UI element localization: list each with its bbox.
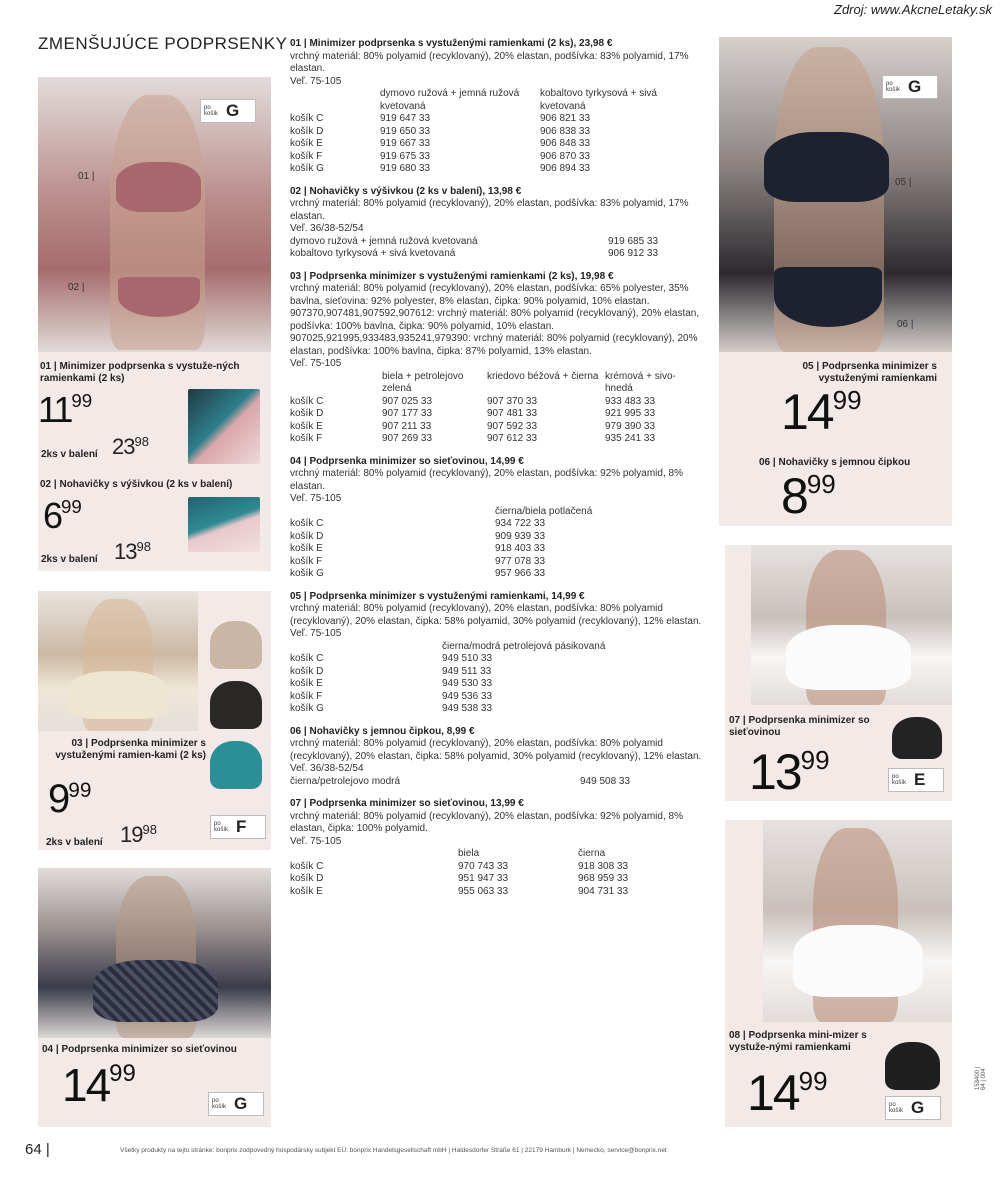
table-cell: 933 483 33 [605,395,656,407]
badge-small-label: po košík [204,105,219,117]
table-row [290,248,658,261]
detail-description: vrchný materiál: 80% polyamid (recyklovaný), 20% elastan, podšívka: 83% polyamid, 17% elastan. [290,50,689,74]
detail-block-04 [290,456,705,581]
table-header: kobaltovo tyrkysová + sivá kvetovaná [540,88,657,112]
table-row [290,543,592,556]
price-06 [781,467,836,525]
table-cell: 904 731 33 [578,885,629,897]
pack-price-main: 13 [114,539,137,564]
table-row [290,408,695,421]
table-cell: 907 211 33 [382,420,432,432]
detail-table [290,848,628,898]
catalog-code: 153400 | 64 | 004 [975,1066,987,1090]
table-cell: 977 078 33 [495,555,546,567]
detail-size: Veľ. 75-105 [290,75,342,87]
item-tag-02: 02 | [68,282,85,293]
detail-table [290,371,695,446]
briefs-shape [118,277,200,317]
table-cell: 919 667 33 [380,138,431,149]
price-cents: 99 [61,496,82,518]
pack-price-01 [112,434,149,460]
table-cell: 906 821 33 [540,113,591,124]
price-cents: 99 [806,469,836,500]
table-cell: košík D [290,408,324,419]
table-row [290,691,605,704]
pack-price-cents: 98 [136,539,151,554]
table-header: biela + petrolejovo zelená [382,370,464,394]
bra-shape [793,925,923,997]
table-cell: 906 912 33 [608,248,659,259]
product-title-06: 06 | Nohavičky s jemnou čipkou [759,457,911,468]
product-card-01-02 [38,77,271,571]
model-photo [751,545,952,705]
price-cents: 99 [800,745,830,776]
detail-table [290,641,605,716]
bra-shape [116,162,201,212]
table-row [290,666,605,679]
table-header [290,371,382,396]
product-card-04 [38,868,271,1127]
badge-small-label: po košík [214,821,229,833]
pack-price-cents: 98 [134,434,149,449]
table-header [290,506,495,519]
table-cell: 949 511 33 [442,665,492,677]
model-photo [38,868,271,1038]
price-01 [38,389,92,431]
table-cell: 919 650 33 [380,125,431,137]
table-row [290,886,628,899]
cup-badge [885,1096,941,1120]
table-cell: 907 269 33 [382,433,433,444]
table-cell: 949 510 33 [442,653,493,664]
detail-title: 07 | Podprsenka minimizer so sieťovinou, 13,99 € [290,798,524,809]
table-row [290,126,660,139]
table-cell: dymovo ružová + jemná ružová kvetovaná [290,235,478,247]
table-cell: 919 680 33 [380,163,431,174]
pack-price-cents: 98 [142,822,157,837]
table-row [290,556,592,569]
table-cell: košík G [290,568,324,579]
table-cell: košík G [290,163,324,174]
table-cell: košík D [290,125,324,137]
price-cents: 99 [798,1066,828,1097]
item-tag-01: 01 | [78,171,95,182]
table-row [290,113,660,126]
table-cell: košík E [290,885,323,897]
table-cell: čierna/petrolejovo modrá [290,775,401,787]
item-tag-06: 06 | [897,319,914,330]
badge-small-label: po košík [892,774,907,786]
pack-label-03: 2ks v balení [46,837,103,848]
badge-letter: G [908,77,922,96]
table-cell: 906 838 33 [540,125,591,137]
product-details-column [290,38,705,908]
product-title-05: 05 | Podprsenka minimizer s vystuženými ramienkami [802,361,937,384]
table-header [290,88,380,113]
product-card-08 [725,820,952,1127]
bra-thumbnail-black [210,681,262,729]
table-row [290,138,660,151]
price-main: 14 [781,384,833,440]
table-cell: košík F [290,433,323,444]
table-cell: košík D [290,873,324,884]
detail-title: 03 | Podprsenka minimizer s vystuženými ramienkami (2 ks), 19,98 € [290,270,614,282]
pack-label-02: 2ks v balení [41,554,98,565]
item-tag-05: 05 | [895,177,912,188]
badge-letter: G [226,101,240,120]
detail-title: 02 | Nohavičky s výšivkou (2 ks v balení), 13,98 € [290,185,522,197]
table-row [290,678,605,691]
table-row [290,861,628,874]
detail-size: Veľ. 75-105 [290,628,342,639]
detail-table [290,776,630,789]
price-cents: 99 [68,778,92,802]
product-card-07 [725,545,952,801]
badge-small-label: po košík [889,1102,904,1114]
badge-letter: E [914,770,926,789]
bra-shape [764,132,889,202]
source-label: Zdroj: www.AkcneLetaky.sk [834,2,992,17]
table-cell: košík F [290,150,323,162]
price-cents: 99 [109,1059,136,1087]
table-row [290,151,660,164]
price-04 [62,1058,136,1112]
model-photo [38,591,198,731]
pack-price-main: 23 [112,434,135,459]
table-cell: košík G [290,703,324,714]
product-card-05-06 [719,37,952,526]
product-title-03: 03 | Podprsenka minimizer s vystuženými ramien-kami (2 ks) [55,738,206,761]
table-cell: 906 848 33 [540,138,591,149]
table-cell: 907 370 33 [487,395,538,407]
price-05 [781,383,862,441]
table-cell: 907 592 33 [487,420,538,432]
table-cell: košík F [290,690,323,702]
table-cell: 919 647 33 [380,113,431,124]
table-header-row [290,371,695,396]
table-row [290,433,695,446]
table-cell: košík D [290,530,324,542]
product-title-02: 02 | Nohavičky s výšivkou (2 ks v balení) [40,479,233,490]
price-main: 8 [781,468,807,524]
price-03 [48,777,91,822]
table-row [290,653,605,666]
table-header: dymovo ružová + jemná ružová kvetovaná [380,88,520,112]
table-cell: 919 685 33 [608,235,659,247]
table-row [290,776,630,789]
table-cell: 949 538 33 [442,703,493,714]
cup-badge [208,1092,264,1116]
footer-legal-text: Všetky produkty na tejto stránke: bonprix zodpovedný hospodársky subjekt EÚ: bonprix Handelsgesellschaft mbH | Haldesdorfer Straße 61 | 22179 Hamburk | Nemecko, service@bonprix.net [120,1147,667,1154]
bra-thumbnail-teal [210,741,262,789]
table-cell: 949 508 33 [580,775,631,787]
detail-block-02 [290,186,705,261]
table-cell: košík C [290,653,324,664]
cup-badge [888,768,944,792]
price-07 [749,743,830,801]
table-cell: košík E [290,138,323,149]
bra-thumbnail-01 [188,389,260,464]
detail-block-01 [290,38,705,176]
table-cell: košík F [290,555,323,567]
table-cell: 907 481 33 [487,408,538,419]
table-header [290,848,458,861]
table-cell: 919 675 33 [380,150,431,162]
detail-block-06 [290,726,705,789]
table-cell: košík C [290,518,324,529]
table-cell: 906 894 33 [540,163,591,174]
detail-size: Veľ. 75-105 [290,358,342,369]
bra-thumbnail-taupe [210,621,262,669]
table-cell: košík E [290,678,323,689]
table-row [290,236,658,249]
price-main: 14 [62,1059,110,1111]
table-cell: 957 966 33 [495,568,546,579]
product-title-04: 04 | Podprsenka minimizer so sieťovinou [42,1044,237,1055]
pack-price-03 [120,822,157,848]
table-row [290,518,592,531]
product-card-03 [38,591,271,850]
badge-letter: F [236,817,247,836]
detail-title: 06 | Nohavičky s jemnou čipkou, 8,99 € [290,725,475,737]
price-main: 6 [43,495,62,536]
detail-size: Veľ. 36/38-52/54 [290,763,364,774]
bra-shape [93,960,218,1022]
table-header: čierna/modrá petrolejová pásikovaná [442,640,606,652]
bra-thumbnail-black [892,717,942,759]
detail-title: 01 | Minimizer podprsenka s vystuženými ramienkami (2 ks), 23,98 € [290,38,613,49]
table-header: krémová + sivo-hnedá [605,370,676,394]
cup-badge [882,75,938,99]
briefs-shape [774,267,882,327]
table-cell: košík C [290,860,324,872]
table-header [290,641,442,654]
price-main: 11 [38,389,72,430]
table-row [290,421,695,434]
badge-small-label: po košík [212,1098,227,1110]
table-cell: 918 308 33 [578,860,629,872]
table-cell: košík C [290,395,324,407]
detail-block-07 [290,798,705,898]
pack-label-01: 2ks v balení [41,449,98,460]
table-cell: 949 536 33 [442,690,493,702]
table-cell: 951 947 33 [458,873,509,884]
table-cell: košík C [290,113,324,124]
table-cell: 907 612 33 [487,433,538,444]
price-08 [747,1064,828,1122]
bra-shape [68,671,168,719]
table-cell: 921 995 33 [605,408,656,419]
product-title-07: 07 | Podprsenka minimizer so sieťovinou [729,715,870,738]
price-main: 9 [48,777,69,821]
detail-description: vrchný materiál: 80% polyamid (recyklovaný), 20% elastan, podšívka: 83% polyamid, 17% elastan. [290,198,689,222]
table-cell: 918 403 33 [495,543,546,554]
table-cell: kobaltovo tyrkysová + sivá kvetovaná [290,248,456,259]
detail-title: 05 | Podprsenka minimizer s vystuženými ramienkami, 14,99 € [290,590,585,602]
table-cell: 906 870 33 [540,150,591,162]
detail-description: vrchný materiál: 80% polyamid (recyklovaný), 20% elastan, podšívka: 80% polyamid (recyklovaný), 20% elastan, čipka: 58% polyamid, 30% polyamid (recyklovaný), 12% elastan. [290,738,702,762]
badge-small-label: po košík [886,81,901,93]
model-photo [763,820,952,1022]
detail-description: vrchný materiál: 80% polyamid (recyklovaný), 20% elastan, podšívka: 92% polyamid, 8% elastan. [290,468,683,492]
detail-size: Veľ. 75-105 [290,835,342,847]
table-row [290,873,628,886]
bra-shape [786,625,911,690]
table-cell: košík D [290,665,324,677]
cup-badge [200,99,256,123]
table-header: čierna/biela potlačená [495,505,593,517]
price-02 [43,495,82,537]
detail-title: 04 | Podprsenka minimizer so sieťovinou, 14,99 € [290,455,524,467]
badge-letter: G [234,1094,248,1113]
detail-table [290,236,658,261]
table-header-row [290,641,605,654]
pack-price-02 [114,539,151,565]
price-cents: 99 [71,390,93,412]
table-cell: 935 241 33 [605,433,656,444]
price-main: 14 [747,1065,799,1121]
detail-table [290,88,660,176]
table-row [290,568,592,581]
table-header-row [290,506,592,519]
table-row [290,163,660,176]
detail-description: vrchný materiál: 80% polyamid (recyklovaný), 20% elastan, podšívka: 80% polyamid (recyklovaný), 20% elastan, čipka: 58% polyamid, 30% polyamid (recyklovaný), 12% elastan. [290,603,702,627]
detail-description: vrchný materiál: 80% polyamid (recyklovaný), 20% elastan, podšívka: 92% polyamid, 8% elastan, čipka: 100% polyamid. [290,810,683,834]
pack-price-main: 19 [120,822,143,847]
detail-block-05 [290,591,705,716]
detail-size: Veľ. 36/38-52/54 [290,223,364,234]
detail-table [290,506,592,581]
table-header-row [290,848,628,861]
table-header-row [290,88,660,113]
table-cell: 955 063 33 [458,885,509,897]
table-header: kriedovo béžová + čierna [487,370,599,382]
table-row [290,703,605,716]
table-header: čierna [578,848,606,859]
page-number: 64 | [25,1141,50,1158]
table-row [290,531,592,544]
product-title-01: 01 | Minimizer podprsenka s vystuže-ných ramienkami (2 ks) [40,361,240,384]
table-cell: 979 390 33 [605,420,656,432]
table-cell: 970 743 33 [458,860,509,872]
table-cell: 907 177 33 [382,408,433,419]
table-cell: 909 939 33 [495,530,546,542]
detail-block-03 [290,271,705,446]
product-title-08: 08 | Podprsenka mini-mizer s vystuže-nými ramienkami [729,1030,867,1053]
table-cell: 907 025 33 [382,395,433,407]
table-cell: košík E [290,420,323,432]
bra-thumbnail-black [885,1042,940,1090]
table-header: biela [458,848,480,859]
table-cell: košík E [290,543,323,554]
table-row [290,396,695,409]
briefs-thumbnail-02 [188,497,260,552]
table-cell: 968 959 33 [578,873,629,884]
table-cell: 949 530 33 [442,678,493,689]
detail-size: Veľ. 75-105 [290,493,342,504]
cup-badge [210,815,266,839]
page-title: ZMENŠUJÚCE PODPRSENKY [38,34,288,53]
table-cell: 934 722 33 [495,518,546,529]
badge-letter: G [911,1098,925,1117]
detail-description: vrchný materiál: 80% polyamid (recyklovaný), 20% elastan, podšívka: 65% polyester, 35% bavlna, sieťovina: 92% polyester, 8% elastan, čipka: 90% polyamid, 10% elastan. 907370,907481,907592,907612: vrchný materiál: 80% polyamid (recyklovaný), 20% elastan, podšívka: 100% bavlna, čipka: 90% polyamid, 10% elastan. 907025,921995,933483,935241,979390: vrchný materiál: 80% polyamid (recyklovaný), 20% elastan, podšívka: 100% bavlna, čipka: 87% polyamid, 13% elastan. [290,283,700,357]
price-cents: 99 [832,385,862,416]
price-main: 13 [749,744,801,800]
